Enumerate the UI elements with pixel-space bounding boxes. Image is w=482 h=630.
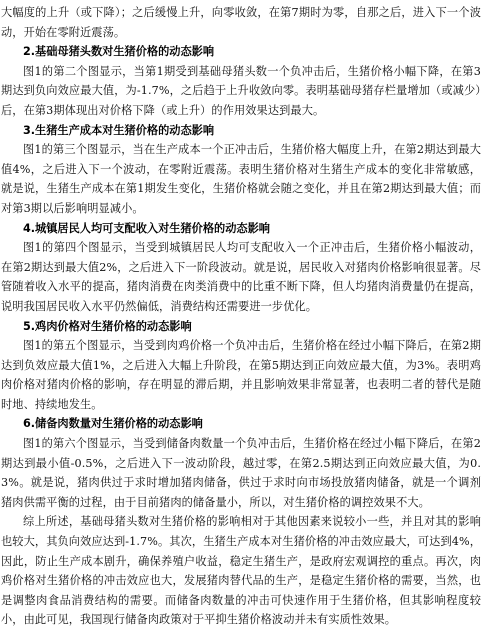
intro-continuation-paragraph: 大幅度的上升（或下降）；之后缓慢上升，向零收敛，在第7期时为零，自那之后，进入下一个波动，开始在零附近震荡。	[1, 6, 481, 39]
section-2-paragraph: 图1的第二个图显示，当第1期受到基础母猪头数一个负冲击后，生猪价格小幅下降，在第3期达到负向效应最大值，为-1.7%，之后趋于上升收敛向零。表明基础母猪存栏量增加（或减少）后，在第3期体现出对价格下降（或上升）的作用效果达到最大。	[1, 64, 481, 117]
section-3-paragraph: 图1的第三个图显示，当在生产成本一个正冲击后，生猪价格大幅度上升，在第2期达到最大值4%，之后进入下一个波动，在零附近震荡。表明生猪价格对生猪生产成本的变化非常敏感，就是说，生猪生产成本在第1期发生变化，生猪价格就会随之变化，并且在第2期达到最大值；而对第3期以后影响明显减小。	[1, 143, 481, 215]
conclusion-paragraph: 综上所述，基础母猪头数对生猪价格的影响相对于其他因素来说较小一些，并且对其的影响也较大，其负向效应达到-1.7%。其次，生猪生产成本对生猪价格的冲击效应最大，可达到4%，因此，防止生产成本剧升，确保养殖户收益，稳定生猪生产，是政府宏观调控的重点。再次，肉鸡价格对生猪价格的冲击效应也大，发展猪肉替代品的生产，是稳定生猪价格的需要，当然，也是调整肉食品消费结构的需要。而储备肉数量的冲击可快速作用于生猪价格，但其影响程度较小，由此可见，我国现行储备肉政策对于平抑生猪价格波动并未有实质性效果。	[1, 515, 481, 627]
section-6-heading: 6.储备肉数量对生猪价格的动态影响	[23, 417, 203, 431]
section-3-heading: 3.生猪生产成本对生猪价格的动态影响	[23, 123, 215, 137]
section-4-paragraph: 图1的第四个图显示，当受到城镇居民人均可支配收入一个正冲击后，生猪价格小幅波动，在第2期达到最大值2%，之后进入下一阶段波动。就是说，居民收入对猪肉价格影响很显著。尽管随着收入水平的提高，猪肉消费在肉类消费中的比重不断下降，但人均猪肉消费量仍在提高，说明我国居民收入水平仍然偏低，消费结构还需要进一步优化。	[1, 241, 481, 313]
section-5-paragraph: 图1的第五个图显示，当受到肉鸡价格一个负冲击后，生猪价格在经过小幅下降后，在第2期达到负效应最大值1%，之后进入大幅上升阶段，在第5期达到正向效应最大值，为3%。表明鸡肉价格对猪肉价格的影响，存在明显的滞后期，并且影响效果非常显著，也表明二者的替代是随时地、持续地发生。	[1, 339, 481, 411]
section-2-heading: 2.基础母猪头数对生猪价格的动态影响	[23, 45, 215, 59]
section-6-paragraph: 图1的第六个图显示，当受到储备肉数量一个负冲击后，生猪价格在经过小幅下降后，在第2期达到最小值-0.5%，之后进入下一波动阶段，越过零，在第2.5期达到正向效应最大值，为0.3%。就是说，猪肉供过于求时增加猪肉储备，供过于求时向市场投放猪肉储备，就是一个调剂猪肉供需平衡的过程，由于目前猪肉的储备量小，所以，对生猪价格的调控效果不大。	[1, 437, 481, 509]
section-5-heading: 5.鸡肉价格对生猪价格的动态影响	[23, 319, 192, 333]
section-4-heading: 4.城镇居民人均可支配收入对生猪价格的动态影响	[23, 221, 270, 235]
